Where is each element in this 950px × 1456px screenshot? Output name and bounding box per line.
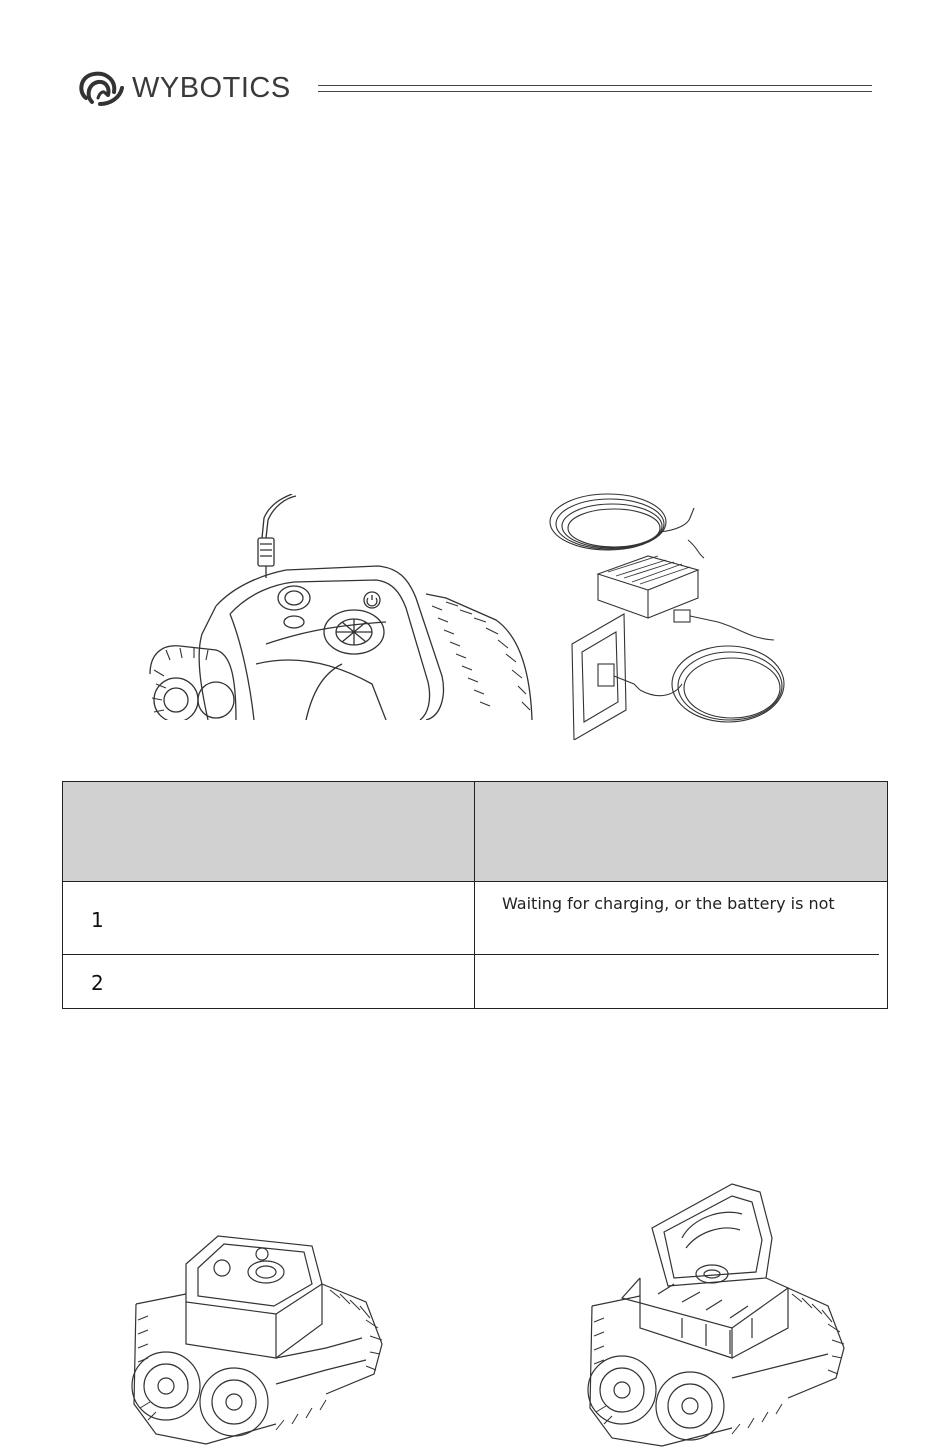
row-number: 1 [91, 908, 104, 932]
robot-charging-port-figure [146, 494, 536, 720]
power-adapter-figure [548, 490, 798, 740]
header-rule-top [318, 85, 872, 86]
robot-top-charging-icon [146, 494, 536, 720]
power-adapter-outlet-icon [548, 490, 798, 740]
row-number: 2 [91, 971, 104, 995]
status-description-cell [475, 882, 888, 1009]
table-header-left [62, 781, 475, 882]
row-divider [475, 954, 879, 955]
status-description: Waiting for charging, or the battery is not [502, 894, 835, 913]
header-rule-bottom [318, 91, 872, 92]
wybotics-swirl-logo-icon [76, 68, 126, 108]
robot-lid-closed-figure [126, 1224, 388, 1446]
brand-logo [76, 66, 291, 110]
table-header-right [475, 781, 888, 882]
brand-name: WYBOTICS [132, 71, 291, 104]
charging-status-table [62, 781, 888, 1009]
robot-lid-closed-icon [126, 1224, 388, 1446]
robot-lid-open-icon [582, 1178, 852, 1448]
table-row [62, 955, 475, 1009]
table-row [62, 882, 475, 955]
robot-lid-open-figure [582, 1178, 852, 1448]
